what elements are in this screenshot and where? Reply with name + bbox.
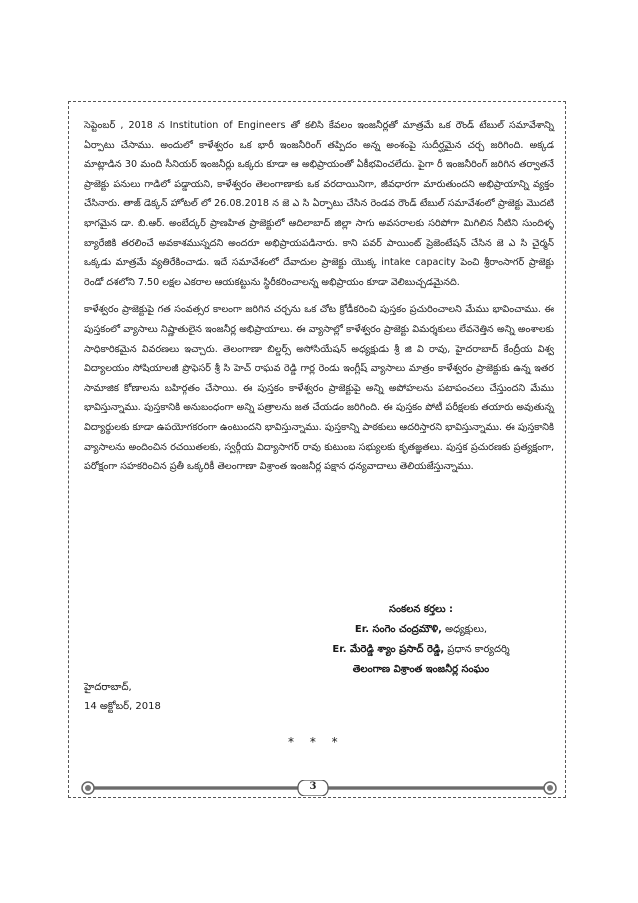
paragraph-2: కాళేశ్వరం ప్రాజెక్టుపై గత సంవత్సర కాలంగా జరిగిన చర్చను ఒక చోట క్రోడీకరించి పుస్తకం ప్రచురించాలని మేము భావించాము. ఈ పుస్తకంలో వ్యాసాలు నిష్ణాతులైన ఇంజనీర్ల అభిప్రాయాలు. ఈ వ్యాసాల్లో కాళేశ్వరం ప్రాజెక్టు విమర్శకులు లేవనెత్తిన అన్ని అంశాలకు సాధికారికమైన వివరణలు ఇచ్చారు. తెలంగాణా బిల్డర్స్ అసోసియేషన్ అధ్యక్షుడు శ్రీ జి వి రావు, హైదరాబాద్ కేంద్రీయ విశ్వ విద్యాలయం సోషియాలజీ ప్రొఫెసర్ శ్రీ సి హెచ్ రాఘవ రెడ్డి గార్ల రెండు ఇంగ్లీష్ వ్యాసాలు మాత్రం కాళేశ్వరం ప్రాజెక్టుకు ఉన్న ఇతర సామాజిక కోణాలను బహిర్గతం చేసాయి. ఈ పుస్తకం కాళేశ్వరం ప్రాజెక్టుపై అన్ని అపోహలను పటాపంచలు చేస్తుందని మేము భావిస్తున్నాము. పుస్తకానికి అనుబంధంగా అన్ని పత్రాలను జత చేయడం జరిగింది. ఈ పుస్తకం పోటీ పరీక్షలకు తయారు అవుతున్న విద్యార్థులకు కూడా ఉపయోగకరంగా ఉంటుందని భావిస్తున్నాము. పుస్తకాన్ని పాఠకులు ఆదరిస్తారని భావిస్తున్నాము. ఈ పుస్తకానికి వ్యాసాలను అందించిన రచయితలకు, స్వర్గీయ విద్యాసాగర్ రావు కుటుంబ సభ్యులకు కృతజ్ఞతలు. పుస్తక ప్రచురణకు ప్రత్యక్షంగా, పరోక్షంగా సహకరించిన ప్రతీ ఒక్కరికీ తెలంగాణా విశ్రాంత ఇంజనీర్ల పక్షాన ధన్యవాదాలు తెలియజేస్తున్నాము. — [84, 304, 554, 473]
compiler-1-role: అధ్యక్షులు, — [441, 624, 488, 635]
paragraph-1: సెప్టెంబర్ , 2018 న Institution of Engineers తో కలిసి కేవలం ఇంజనీర్లతో మాత్రమే ఒక రౌండ్ టేబుల్ సమావేశాన్ని ఏర్పాటు చేసాము. అందులో కాళేశ్వరం ఒక భారీ ఇంజనీరింగ్ తప్పిదం అన్న అంశంపై సుదీర్ఘమైన చర్చ జరిగింది. అక్కడ మాట్లాడిన 30 మంది సీనియర్ ఇంజనీర్లు ఒక్కరు కూడా ఆ అభిప్రాయంతో ఏకీభవించలేదు. పైగా రీ ఇంజనీరింగ్ జరిగిన తర్వాతనే ప్రాజెక్టు పనులు గాడిలో పడ్డాయని, కాళేశ్వరం తెలంగాణాకు ఒక వరదాయినిగా, జీవధారగా మారుతుందని అభిప్రాయాన్ని వ్యక్తం చేసినారు. తాజ్ డెక్కన్ హోటల్ లో 26.08.2018 న జె ఎ సి ఏర్పాటు చేసిన రెండవ రౌండ్ టేబుల్ సమావేశంలో ప్రాజెక్టు మొదటి భాగమైన డా. బి.ఆర్. అంబేద్కర్ ప్రాణహిత ప్రాజెక్టులో ఆదిలాబాద్ జిల్లా సాగు అవసరాలకు సరిపోగా మిగిలిన నీటిని సుందిళ్ళ బ్యారేజికి తరలించే అవకాశముస్నదని అందరూ అభిప్రాయపడినారు. కాని పవర్ పాయింట్ ప్రెజెంటేషన్ చేసిన జె ఎ సి చైర్మన్ ఒక్కడు మాత్రమే వ్యతిరేకించాడు. ఇదే సమావేశంలో దేవాదుల ప్రాజెక్టు యొక్క intake capacity పెంచి శ్రీరాంసాగర్ ప్రాజెక్టు రెండో దశలోని 7.50 లక్షల ఎకరాల ఆయకట్టును స్థిరీకరించాలన్న అభిప్రాయం కూడా వెలిబుచ్చడమైనది. — [84, 120, 554, 288]
compiler-1-name: Er. సంగెం చంద్రమౌళి, — [354, 624, 442, 635]
place: హైదరాబాద్, — [84, 682, 132, 693]
signature-block — [276, 600, 566, 680]
place-date — [84, 678, 161, 716]
compiler-2-role: ప్రధాన కార్యదర్శి — [444, 644, 510, 655]
compilers-heading: సంకలన కర్తలు : — [388, 604, 454, 615]
compiler-2-name: Er. మేరెడ్డి శ్యాం ప్రసాద్ రెడ్డి, — [332, 644, 445, 655]
section-end-stars: * * * — [288, 735, 344, 749]
organization-name: తెలంగాణ విశ్రాంత ఇంజనీర్ల సంఘం — [352, 664, 490, 675]
compiler-2 — [276, 640, 566, 660]
page-number: 3 — [309, 781, 317, 792]
body-text — [84, 116, 554, 477]
compiler-1 — [276, 620, 566, 640]
date: 14 అక్టోబర్, 2018 — [84, 701, 161, 712]
